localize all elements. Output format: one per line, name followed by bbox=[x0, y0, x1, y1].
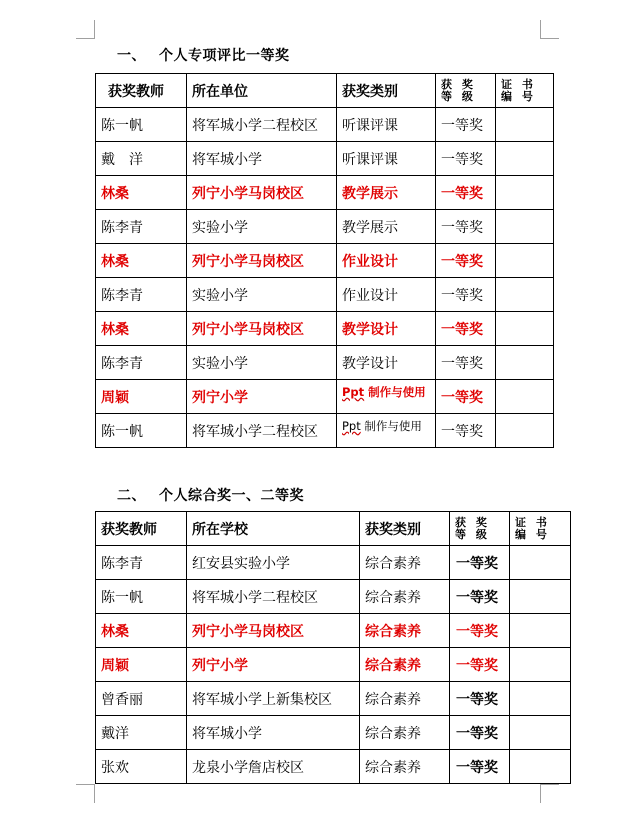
cell-unit: 将军城小学二程校区 bbox=[187, 580, 360, 614]
cell-level: 一等奖 bbox=[450, 648, 510, 682]
cell-level: 一等奖 bbox=[436, 142, 496, 176]
cell-unit: 列宁小学马岗校区 bbox=[187, 614, 360, 648]
cell-category: 听课评课 bbox=[337, 142, 436, 176]
cell-unit: 将军城小学 bbox=[187, 142, 337, 176]
cell-level: 一等奖 bbox=[450, 580, 510, 614]
table-row bbox=[96, 142, 554, 176]
cell-teacher: 林桑 bbox=[96, 312, 187, 346]
cell-level: 一等奖 bbox=[436, 414, 496, 448]
cell-cert bbox=[496, 142, 554, 176]
header-cert: 证 书 编 号 bbox=[496, 74, 554, 108]
cell-unit: 列宁小学 bbox=[187, 380, 337, 414]
cell-level: 一等奖 bbox=[450, 614, 510, 648]
cell-cert bbox=[510, 546, 571, 580]
table-row bbox=[96, 414, 554, 448]
cell-category: 综合素养 bbox=[360, 716, 450, 750]
table-row bbox=[96, 380, 554, 414]
cell-unit: 列宁小学 bbox=[187, 648, 360, 682]
section2-number: 二、 bbox=[117, 488, 146, 504]
cell-unit: 将军城小学 bbox=[187, 716, 360, 750]
cell-unit: 将军城小学二程校区 bbox=[187, 108, 337, 142]
cell-category: 综合素养 bbox=[360, 750, 450, 784]
cell-category: 教学展示 bbox=[337, 176, 436, 210]
spellcheck-word: Ppt bbox=[342, 419, 361, 433]
section1-number: 一、 bbox=[117, 48, 146, 64]
cell-cert bbox=[510, 648, 571, 682]
cell-category: 综合素养 bbox=[360, 648, 450, 682]
cell-teacher: 林桑 bbox=[96, 176, 187, 210]
cell-teacher: 陈李青 bbox=[96, 278, 187, 312]
header-cert: 证 书 编 号 bbox=[510, 512, 571, 546]
cell-teacher: 周颖 bbox=[96, 648, 187, 682]
cell-teacher: 张欢 bbox=[96, 750, 187, 784]
section1-heading bbox=[117, 45, 290, 65]
cell-category: 综合素养 bbox=[360, 614, 450, 648]
table-header-row bbox=[96, 74, 554, 108]
cell-cert bbox=[496, 210, 554, 244]
section2-heading bbox=[117, 485, 304, 505]
cell-category: Ppt 制作与使用 bbox=[337, 414, 436, 448]
header-unit: 所在学校 bbox=[187, 512, 360, 546]
cell-unit: 列宁小学马岗校区 bbox=[187, 244, 337, 278]
cell-category: 教学展示 bbox=[337, 210, 436, 244]
crop-mark-bottom-right bbox=[540, 784, 559, 803]
cell-category: 综合素养 bbox=[360, 580, 450, 614]
header-teacher: 获奖教师 bbox=[96, 74, 187, 108]
cell-cert bbox=[496, 346, 554, 380]
cell-category: Ppt 制作与使用 bbox=[337, 380, 436, 414]
cell-unit: 将军城小学上新集校区 bbox=[187, 682, 360, 716]
cell-teacher: 曾香丽 bbox=[96, 682, 187, 716]
table-row bbox=[96, 210, 554, 244]
cell-level: 一等奖 bbox=[436, 176, 496, 210]
cell-teacher: 陈一帆 bbox=[96, 414, 187, 448]
cell-teacher: 陈一帆 bbox=[96, 108, 187, 142]
cell-category: 听课评课 bbox=[337, 108, 436, 142]
header-level: 获 奖 等 级 bbox=[450, 512, 510, 546]
crop-mark-top-right bbox=[540, 20, 559, 39]
table-row bbox=[96, 614, 571, 648]
cell-level: 一等奖 bbox=[450, 682, 510, 716]
cell-cert bbox=[496, 176, 554, 210]
cell-teacher: 陈李青 bbox=[96, 346, 187, 380]
cell-level: 一等奖 bbox=[436, 380, 496, 414]
cell-unit: 列宁小学马岗校区 bbox=[187, 176, 337, 210]
section1-table bbox=[95, 73, 554, 448]
table-row bbox=[96, 716, 571, 750]
cell-cert bbox=[510, 682, 571, 716]
cell-unit: 将军城小学二程校区 bbox=[187, 414, 337, 448]
table-row bbox=[96, 546, 571, 580]
cell-level: 一等奖 bbox=[436, 244, 496, 278]
table-row bbox=[96, 278, 554, 312]
table-row bbox=[96, 176, 554, 210]
cell-cert bbox=[496, 414, 554, 448]
cell-category: 教学设计 bbox=[337, 346, 436, 380]
table-header-row bbox=[96, 512, 571, 546]
header-category: 获奖类别 bbox=[360, 512, 450, 546]
table-row bbox=[96, 580, 571, 614]
table-row bbox=[96, 750, 571, 784]
section2-table bbox=[95, 511, 571, 784]
cell-unit: 实验小学 bbox=[187, 278, 337, 312]
crop-mark-bottom-left bbox=[76, 784, 95, 803]
table-row bbox=[96, 648, 571, 682]
section2-title: 个人综合奖一、二等奖 bbox=[159, 488, 304, 504]
spellcheck-word: Ppt bbox=[342, 385, 365, 399]
cell-level: 一等奖 bbox=[436, 278, 496, 312]
cell-level: 一等奖 bbox=[436, 108, 496, 142]
cell-teacher: 陈一帆 bbox=[96, 580, 187, 614]
header-category: 获奖类别 bbox=[337, 74, 436, 108]
cell-unit: 红安县实验小学 bbox=[187, 546, 360, 580]
cell-level: 一等奖 bbox=[450, 546, 510, 580]
cell-level: 一等奖 bbox=[450, 716, 510, 750]
cell-teacher: 戴 洋 bbox=[96, 142, 187, 176]
cell-cert bbox=[510, 750, 571, 784]
cell-cert bbox=[496, 312, 554, 346]
cell-teacher: 陈李青 bbox=[96, 546, 187, 580]
table-row bbox=[96, 346, 554, 380]
cell-unit: 龙泉小学詹店校区 bbox=[187, 750, 360, 784]
cell-category: 作业设计 bbox=[337, 244, 436, 278]
cell-teacher: 周颖 bbox=[96, 380, 187, 414]
header-unit: 所在单位 bbox=[187, 74, 337, 108]
cell-unit: 列宁小学马岗校区 bbox=[187, 312, 337, 346]
table-row bbox=[96, 312, 554, 346]
table-row bbox=[96, 244, 554, 278]
cell-cert bbox=[496, 278, 554, 312]
cell-unit: 实验小学 bbox=[187, 210, 337, 244]
cell-category: 作业设计 bbox=[337, 278, 436, 312]
cell-level: 一等奖 bbox=[436, 210, 496, 244]
cell-teacher: 林桑 bbox=[96, 614, 187, 648]
cell-cert bbox=[510, 580, 571, 614]
header-teacher: 获奖教师 bbox=[96, 512, 187, 546]
table-row bbox=[96, 108, 554, 142]
crop-mark-top-left bbox=[76, 20, 95, 39]
cell-teacher: 戴洋 bbox=[96, 716, 187, 750]
header-level: 获 奖 等 级 bbox=[436, 74, 496, 108]
table-row bbox=[96, 682, 571, 716]
cell-cert bbox=[510, 614, 571, 648]
cell-level: 一等奖 bbox=[450, 750, 510, 784]
cell-level: 一等奖 bbox=[436, 346, 496, 380]
section1-title: 个人专项评比一等奖 bbox=[159, 48, 290, 64]
cell-cert bbox=[496, 380, 554, 414]
cell-category: 教学设计 bbox=[337, 312, 436, 346]
cell-cert bbox=[496, 244, 554, 278]
cell-category: 综合素养 bbox=[360, 682, 450, 716]
cell-cert bbox=[496, 108, 554, 142]
cell-teacher: 林桑 bbox=[96, 244, 187, 278]
cell-category: 综合素养 bbox=[360, 546, 450, 580]
cell-unit: 实验小学 bbox=[187, 346, 337, 380]
cell-cert bbox=[510, 716, 571, 750]
cell-teacher: 陈李青 bbox=[96, 210, 187, 244]
cell-level: 一等奖 bbox=[436, 312, 496, 346]
